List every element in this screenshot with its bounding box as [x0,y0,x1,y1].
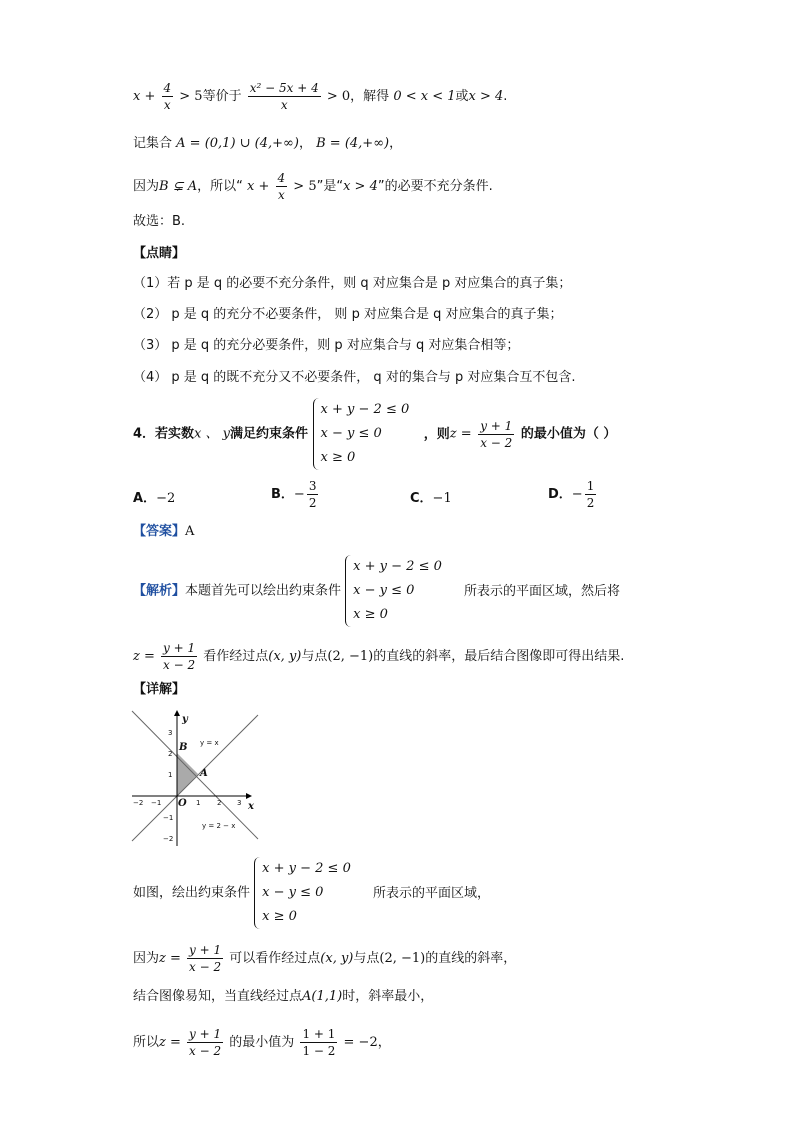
dianjing-item-1: （1）若 p 是 q 的必要不充分条件，则 q 对应集合是 p 对应集合的真子集； [133,276,572,291]
fraction: $\frac{1 + 1}{1 - 2}$ [302,1027,336,1058]
y-tick: 2 [168,750,173,758]
fraction: $\frac{4}{x}$ [163,81,172,112]
fraction: $\frac{y + 1}{x - 2}$ [189,943,222,974]
fraction: $\frac{y + 1}{x - 2}$ [480,418,513,450]
line-equivalence: x + $\frac{4}{x}$ > 5等价于 $\frac{\text{x² − 5x + 4}}{x}$ > 0，解得 0 < x < 1或x > 4. [133,81,508,112]
region-graph [130,708,262,848]
line-sets: 记集合 A = (0,1) ∪ (4,+∞)， B = (4,+∞)， [133,136,403,151]
x-axis-arrow [246,793,252,799]
line-label: y = 2 − x [202,822,236,830]
answer-line: 【答案】A [133,524,195,539]
line-label: y = x [200,739,219,747]
expr-prefix: x + [133,89,156,104]
x-tick: 1 [196,799,201,807]
analysis-line: 【解析】本题首先可以绘出约束条件 x + y − 2 ≤ 0 x − y ≤ 0 x ≥ 0 所表示的平面区域，然后将 [133,555,620,627]
x-axis-label: x [248,801,254,812]
x-tick: 2 [217,799,222,807]
x-tick: −1 [151,799,162,807]
fraction: $\frac{1}{2}$ [586,479,595,510]
dianjing-item-2: （2） p 是 q 的充分不必要条件， 则 p 对应集合是 q 对应集合的真子集； [133,307,563,322]
option-c: C．−1 [410,491,452,506]
fraction: $\frac{3}{2}$ [308,479,317,510]
fraction: $\frac{y + 1}{x - 2}$ [189,1027,222,1058]
y-tick: −2 [163,835,174,843]
line-y-eq-x [132,715,258,841]
fraction: $\frac{\text{x² − 5x + 4}}{x}$ [249,81,319,112]
choice-line: 故选：B. [133,214,186,229]
constraint-system: x + y − 2 ≤ 0 x − y ≤ 0 x ≥ 0 [313,398,410,470]
constraint-system: x + y − 2 ≤ 0 x − y ≤ 0 x ≥ 0 [254,857,351,929]
y-tick: −1 [163,814,174,822]
detail-header: 【详解】 [133,682,186,697]
point-a-label: A [200,768,208,779]
option-d: D．− $\frac{1}{2}$ [548,479,595,510]
solution-line-4: 所以z = $\frac{y + 1}{x - 2}$ 的最小值为 $\frac{1 + 1}{1 - 2}$ = −2， [133,1027,391,1058]
y-tick: 3 [168,729,173,737]
y-axis-label: y [182,714,188,725]
option-a: A．−2 [133,491,176,506]
x-tick: 3 [237,799,242,807]
solution-line-1: 如图，绘出约束条件 x + y − 2 ≤ 0 x − y ≤ 0 x ≥ 0 所表示的平面区域， [133,857,490,929]
line-conclusion: 因为B ⊊ A，所以“ x + $\frac{4}{x}$ > 5”是“x > 4”的必要不充分条件. [133,171,493,202]
dianjing-header: 【点睛】 [133,246,186,261]
line-y-eq-2-minus-x [132,711,258,839]
fraction: $\frac{4}{x}$ [277,171,286,202]
y-axis-arrow [174,710,180,716]
dianjing-item-4: （4） p 是 q 的既不充分又不必要条件， q 对的集合与 p 对应集合互不包含. [133,370,576,385]
origin-label: O [178,798,187,809]
x-tick: −2 [133,799,144,807]
constraint-system: x + y − 2 ≤ 0 x − y ≤ 0 x ≥ 0 [345,555,442,627]
dianjing-item-3: （3） p 是 q 的充分必要条件，则 p 对应集合与 q 对应集合相等； [133,338,520,353]
point-b-label: B [179,742,188,753]
solution-line-2: 因为z = $\frac{y + 1}{x - 2}$ 可以看作经过点(x, y)与点(2, −1)的直线的斜率， [133,943,517,974]
analysis-line-2: z = $\frac{y + 1}{x - 2}$ 看作经过点(x, y)与点(2, −1)的直线的斜率，最后结合图像即可得出结果. [133,641,625,672]
question-4: 4．若实数x 、 y满足约束条件 x + y − 2 ≤ 0 x − y ≤ 0 x ≥ 0 ，则z = $\frac{y + 1}{x - 2}$ 的最小值为（ ） [133,398,616,470]
option-b: B．− $\frac{3}{2}$ [271,479,317,510]
fraction: $\frac{y + 1}{x - 2}$ [163,641,196,672]
y-tick: 1 [168,771,173,779]
solution-line-3: 结合图像易知，当直线经过点A(1,1)时，斜率最小， [133,989,434,1004]
